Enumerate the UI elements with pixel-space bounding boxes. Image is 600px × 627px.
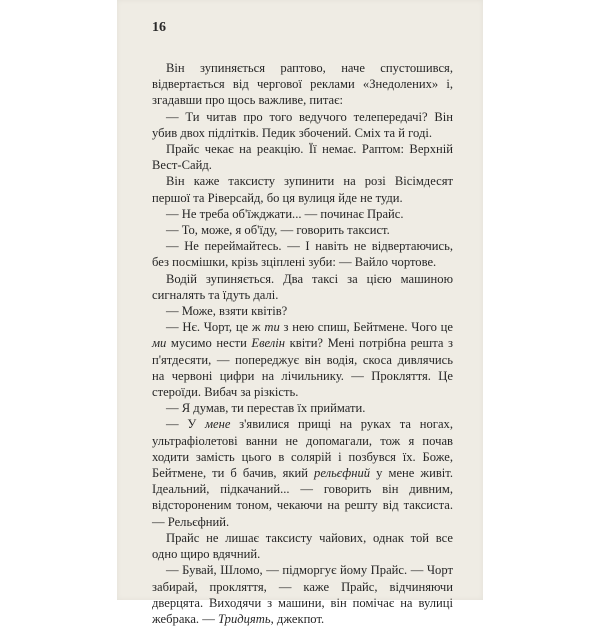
paragraph — [152, 60, 453, 109]
text-run: у мене живіт. Ідеальний, підкачаний... — говорить він дивним, відстороненим тоном, чекаючи на решту від таксиста. — Рельєфний. — [152, 466, 453, 529]
text-run: Прайс не лишає таксисту чайових, однак той все одно щиро вдячний. — [152, 530, 453, 562]
text-run: з'явилися прищі на руках та ногах, ультрафіолетові ванни не допомагали, тож я почав ходити замість цього в солярій і позбувся їх. Боже, Бейтмене, ти б бачив, який — [152, 417, 453, 481]
text-run: , джекпот. — [270, 611, 325, 626]
paragraph — [152, 238, 453, 270]
text-run: — Не переймайтесь. — І навіть не відвертаючись, без посмішки, крізь зціплені зуби: — Вайло чортове. — [152, 239, 453, 270]
body-text — [152, 60, 453, 627]
text-run: — У — [166, 417, 205, 432]
book-page — [117, 0, 483, 626]
italic-text: ми — [152, 336, 167, 351]
paragraph — [152, 206, 453, 222]
italic-text: мене — [204, 417, 231, 432]
italic-text: Тридцять — [217, 611, 271, 626]
paragraph — [152, 319, 453, 400]
text-run: — Я думав, ти перестав їх приймати. — [166, 401, 366, 416]
text-run: мусимо нести — [166, 336, 252, 351]
text-run: — Бувай, Шломо, — підморгує йому Прайс. — Чорт забирай, прокляття, — каже Прайс, відчиняючи дверцята. Виходячи з машини, він помічає на вулиці жебрака. — — [152, 563, 453, 626]
text-run: — Не треба об'їжджати... — починає Прайс. — [166, 206, 404, 221]
paragraph — [152, 141, 453, 173]
text-run: — Нє. Чорт, це ж — [166, 320, 265, 335]
text-run: — Ти читав про того ведучого телепередачі? Він убив двох підлітків. Педик збочений. Сміх та й годі. — [152, 109, 453, 140]
text-run: — Може, взяти квітів? — [166, 304, 288, 319]
text-run: Прайс чекає на реакцію. Її немає. Раптом: Верхній Вест-Сайд. — [152, 142, 453, 173]
text-run: Водій зупиняється. Два таксі за цією машиною сигналять та їдуть далі. — [152, 271, 453, 302]
paragraph — [152, 173, 453, 205]
italic-text: Евелін — [251, 336, 286, 351]
text-run: з нею спиш, Бейтмене. Чого це — [279, 320, 453, 335]
paragraph — [152, 303, 453, 319]
italic-text: рельєфний — [314, 466, 371, 481]
paragraph — [152, 222, 453, 238]
text-run: — То, може, я об'їду, — говорить таксист. — [166, 223, 390, 238]
text-run: квіти? Мені потрібна решта з п'ятдесяти, — попереджує він водія, скоса дивлячись на червоні цифри на лічильнику. — Прокляття. Це стероїди. Вибач за різкість. — [152, 336, 453, 400]
text-run: Він зупиняється раптово, наче спустошився, відвертається від чергової реклами «Знедолених» і, згадавши про щось важливе, питає: — [152, 61, 453, 108]
page-number: 16 — [152, 20, 166, 35]
paragraph — [152, 530, 453, 562]
paragraph — [152, 109, 453, 141]
text-run: Він каже таксисту зупинити на розі Вісімдесят першої та Ріверсайд, бо ця вулиця йде не туди. — [152, 174, 453, 205]
italic-text: ти — [264, 320, 280, 335]
paragraph — [152, 400, 453, 416]
paragraph — [152, 271, 453, 303]
paragraph — [152, 562, 453, 627]
paragraph — [152, 416, 453, 529]
